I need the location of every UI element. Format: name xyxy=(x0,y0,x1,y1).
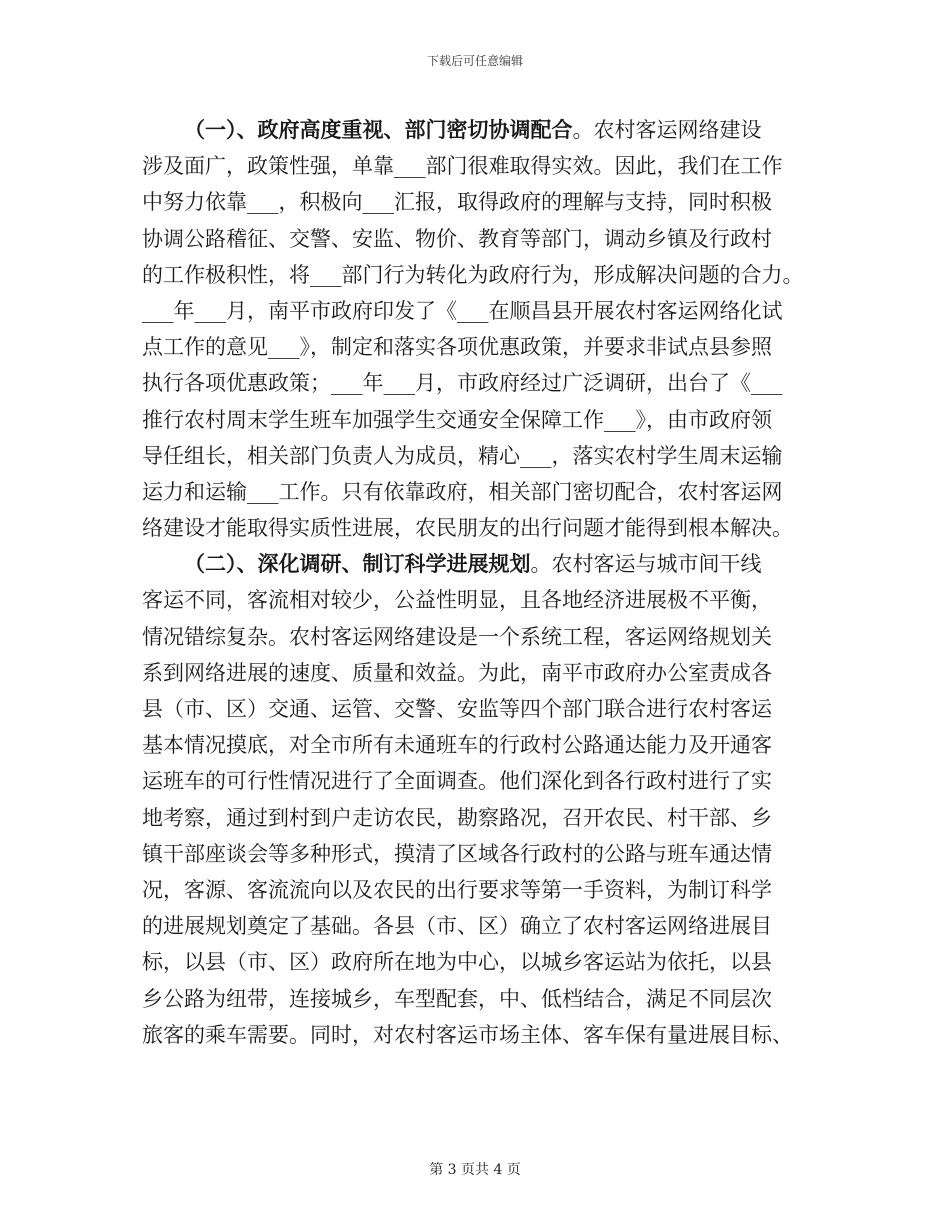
text-line: 推行农村周末学生班车加强学生交通安全保障工作___》，由市政府领 xyxy=(142,407,772,432)
section-heading-1: （一）、政府高度重视、部门密切协调配合 xyxy=(184,117,573,142)
text-line: 县（市、区）交通、运管、交警、安监等四个部门联合进行农村客运 xyxy=(142,697,772,721)
page-footer: 第 3 页共 4 页 xyxy=(429,1162,521,1178)
paragraph-1-first-line xyxy=(142,112,822,148)
text-line: 络建设才能取得实质性进展，农民朋友的出行问题才能得到根本解决。 xyxy=(142,516,793,541)
text-line: ___年___月，南平市政府印发了《___在顺昌县开展农村客运网络化试 xyxy=(142,298,783,323)
body-text: 。农村客运网络建设 xyxy=(572,118,762,142)
text-line: 运班车的可行性情况进行了全面调查。他们深化到各行政村进行了实 xyxy=(142,769,772,794)
text-line: 旅客的乘车需要。同时，对农村客运市场主体、客车保有量进展目标、 xyxy=(142,1022,793,1047)
text-line: 镇干部座谈会等多种形式，摸清了区域各行政村的公路与班车通达情 xyxy=(142,841,772,866)
section-heading-2: （二）、深化调研、制订科学进展规划 xyxy=(184,551,531,577)
text-line: 基本情况摸底，对全市所有未通班车的行政村公路通达能力及开通客 xyxy=(142,733,772,758)
body-text: 。农村客运与城市间干线 xyxy=(530,552,762,577)
text-line: 的工作极积性，将___部门行为转化为政府行为，形成解决问题的合力。 xyxy=(142,262,804,287)
page-header: 下载后可任意编辑 xyxy=(426,54,523,68)
text-line: 标，以县（市、区）政府所在地为中心，以城乡客运站为依托，以县 xyxy=(142,950,772,975)
text-line: 的进展规划奠定了基础。各县（市、区）确立了农村客运网络进展目 xyxy=(142,914,772,939)
text-line: 情况错综复杂。农村客运网络建设是一个系统工程，客运网络规划关 xyxy=(142,624,772,649)
text-line: 乡公路为纽带，连接城乡，车型配套，中、低档结合，满足不同层次 xyxy=(142,986,772,1011)
text-line: 地考察，通过到村到户走访农民，勘察路况，召开农民、村干部、乡 xyxy=(142,805,772,830)
text-line: 涉及面广，政策性强，单靠___部门很难取得实效。因此，我们在工作 xyxy=(142,154,783,179)
text-line: 导任组长，相关部门负责人为成员，精心___，落实农村学生周末运输 xyxy=(142,443,783,468)
document-body xyxy=(142,112,822,1053)
text-line: 况，客源、客流流向以及农民的出行要求等第一手资料，为制订科学 xyxy=(142,877,772,902)
text-line: 客运不同，客流相对较少，公益性明显，且各地经济进展极不平衡， xyxy=(142,588,772,613)
text-line: 运力和运输___工作。只有依靠政府，相关部门密切配合，农村客运网 xyxy=(142,479,783,504)
text-line: 协调公路稽征、交警、安监、物价、教育等部门，调动乡镇及行政村 xyxy=(142,226,772,251)
text-line: 点工作的意见___》，制定和落实各项优惠政策，并要求非试点县参照 xyxy=(142,335,772,360)
text-line: 系到网络进展的速度、质量和效益。为此，南平市政府办公室责成各 xyxy=(142,660,772,685)
text-line: 执行各项优惠政策；___年___月，市政府经过广泛调研，出台了《___ xyxy=(142,371,783,396)
text-line: 中努力依靠___，积极向___汇报，取得政府的理解与支持，同时积极 xyxy=(142,190,772,215)
paragraph-2-first-line xyxy=(142,546,822,582)
